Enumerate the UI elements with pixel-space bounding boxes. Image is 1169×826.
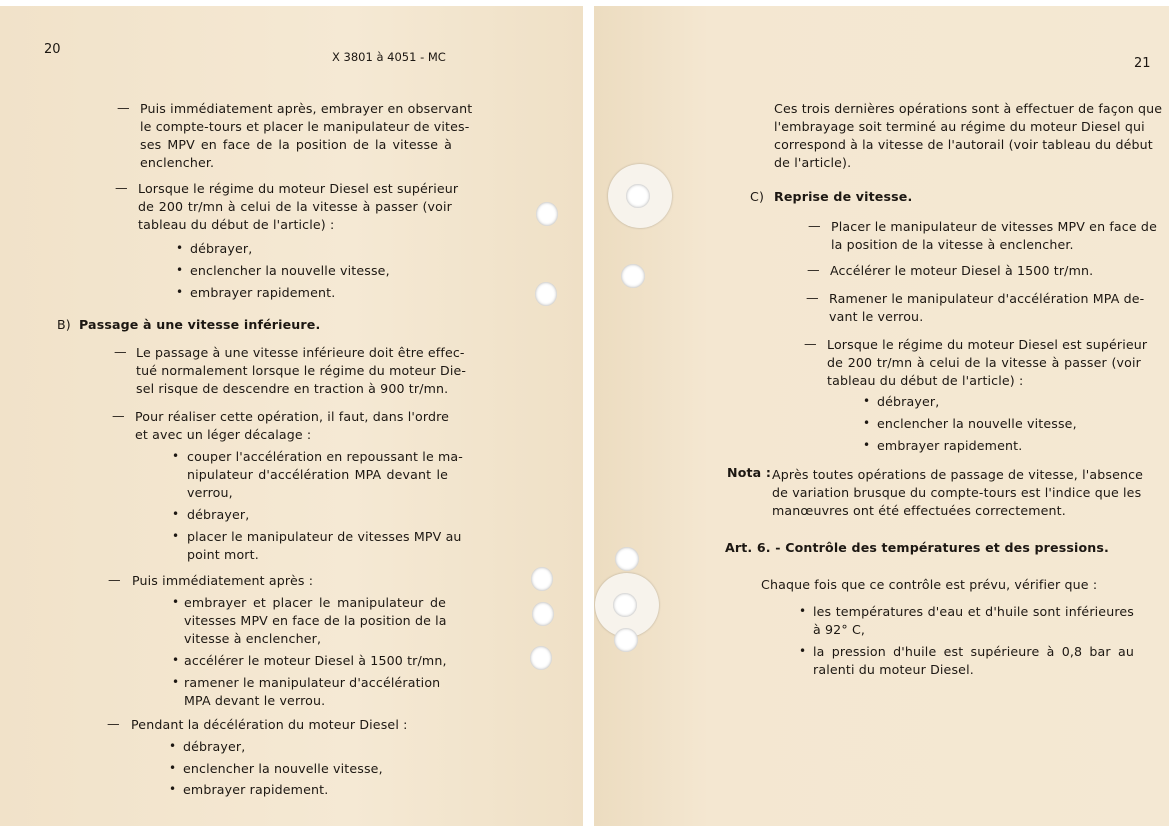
text-line: tableau du début de l'article) :	[827, 373, 1024, 388]
text-line: correspond à la vitesse de l'autorail (voir tableau du début	[774, 137, 1153, 152]
text-line: de 200 tr/mn à celui de la vitesse à passer (voir	[827, 355, 1141, 370]
list-item: enclencher la nouvelle vitesse,	[183, 761, 383, 776]
section-letter: B)	[57, 317, 71, 332]
dash: —	[108, 572, 121, 587]
bullet: •	[169, 739, 177, 753]
dash: —	[114, 344, 127, 359]
right-page	[594, 6, 1169, 826]
dash: —	[807, 262, 820, 277]
dash: —	[107, 716, 120, 731]
spine-gap	[583, 0, 594, 826]
punch-hole	[626, 184, 650, 208]
text-line: Puis immédiatement après, embrayer en observant	[140, 101, 473, 116]
dash: —	[808, 218, 821, 233]
text-line: Pendant la décélération du moteur Diesel :	[131, 717, 408, 732]
list-item: point mort.	[187, 547, 259, 562]
list-item: embrayer rapidement.	[877, 438, 1023, 453]
text-line: Pour réaliser cette opération, il faut, dans l'ordre	[135, 409, 450, 424]
text-line: Après toutes opérations de passage de vitesse, l'absence	[772, 467, 1144, 482]
list-item: placer le manipulateur de vitesses MPV au	[187, 529, 462, 544]
page-number: 20	[44, 42, 61, 57]
text-line: Lorsque le régime du moteur Diesel est supérieur	[138, 181, 459, 196]
text-line: Placer le manipulateur de vitesses MPV en face de	[831, 219, 1157, 234]
text-line: Puis immédiatement après :	[132, 573, 314, 588]
text-line: ses MPV en face de la position de la vitesse à	[140, 137, 452, 152]
text-line: Le passage à une vitesse inférieure doit être effec-	[136, 345, 465, 360]
text-line: Lorsque le régime du moteur Diesel est supérieur	[827, 337, 1148, 352]
left-page	[0, 6, 583, 826]
bullet: •	[863, 438, 871, 452]
punch-hole	[530, 646, 552, 670]
dash: —	[112, 408, 125, 423]
punch-hole	[535, 282, 557, 306]
text-line: de 200 tr/mn à celui de la vitesse à passer (voir	[138, 199, 452, 214]
bullet: •	[172, 529, 180, 543]
list-item: accélérer le moteur Diesel à 1500 tr/mn,	[184, 653, 447, 668]
list-item: vitesses MPV en face de la position de la	[184, 613, 447, 628]
text-line: de variation brusque du compte-tours est l'indice que les	[772, 485, 1142, 500]
list-item: les températures d'eau et d'huile sont inférieures	[813, 604, 1134, 619]
punch-hole	[531, 567, 553, 591]
bullet: •	[169, 782, 177, 796]
document-reference: X 3801 à 4051 - MC	[332, 50, 446, 64]
list-item: débrayer,	[183, 739, 246, 754]
list-item: embrayer et placer le manipulateur de	[184, 595, 446, 610]
text-line: Accélérer le moteur Diesel à 1500 tr/mn.	[830, 263, 1094, 278]
bullet: •	[172, 595, 180, 609]
dash: —	[117, 100, 130, 115]
punch-hole	[615, 547, 639, 571]
text-line: et avec un léger décalage :	[135, 427, 312, 442]
bullet: •	[172, 675, 180, 689]
punch-hole	[532, 602, 554, 626]
bullet: •	[863, 416, 871, 430]
list-item: à 92° C,	[813, 622, 866, 637]
section-letter: C)	[750, 189, 765, 204]
list-item: la pression d'huile est supérieure à 0,8 bar au	[813, 644, 1134, 659]
list-item: débrayer,	[187, 507, 250, 522]
punch-hole	[621, 264, 645, 288]
dash: —	[806, 290, 819, 305]
text-line: de l'article).	[774, 155, 852, 170]
section-title: Reprise de vitesse.	[774, 189, 913, 204]
list-item: embrayer rapidement.	[190, 285, 336, 300]
punch-hole	[536, 202, 558, 226]
list-item: débrayer,	[190, 241, 253, 256]
bullet: •	[863, 394, 871, 408]
list-item: verrou,	[187, 485, 233, 500]
list-item: ralenti du moteur Diesel.	[813, 662, 974, 677]
list-item: enclencher la nouvelle vitesse,	[877, 416, 1077, 431]
bullet: •	[172, 449, 180, 463]
bullet: •	[176, 285, 184, 299]
bullet: •	[169, 761, 177, 775]
list-item: couper l'accélération en repoussant le ma-	[187, 449, 463, 464]
article-title: Art. 6. - Contrôle des températures et des pressions.	[725, 540, 1109, 555]
section-title: Passage à une vitesse inférieure.	[79, 317, 321, 332]
text-line: sel risque de descendre en traction à 900 tr/mn.	[136, 381, 449, 396]
text-line: manœuvres ont été effectuées correctement.	[772, 503, 1066, 518]
text-line: Ces trois dernières opérations sont à effectuer de façon que	[774, 101, 1163, 116]
dash: —	[115, 180, 128, 195]
list-item: MPA devant le verrou.	[184, 693, 326, 708]
dash: —	[804, 336, 817, 351]
list-item: débrayer,	[877, 394, 940, 409]
bullet: •	[799, 644, 807, 658]
list-item: embrayer rapidement.	[183, 782, 329, 797]
page-number: 21	[1134, 56, 1151, 71]
punch-hole	[614, 628, 638, 652]
text-line: vant le verrou.	[829, 309, 924, 324]
text-line: tableau du début de l'article) :	[138, 217, 335, 232]
bullet: •	[799, 604, 807, 618]
text-line: la position de la vitesse à enclencher.	[831, 237, 1074, 252]
list-item: vitesse à enclencher,	[184, 631, 322, 646]
text-line: Ramener le manipulateur d'accélération MPA de-	[829, 291, 1145, 306]
list-item: enclencher la nouvelle vitesse,	[190, 263, 390, 278]
text-line: enclencher.	[140, 155, 215, 170]
bullet: •	[176, 241, 184, 255]
bullet: •	[172, 507, 180, 521]
text-line: le compte-tours et placer le manipulateur de vites-	[140, 119, 470, 134]
list-item: ramener le manipulateur d'accélération	[184, 675, 441, 690]
text-line: tué normalement lorsque le régime du moteur Die-	[136, 363, 467, 378]
text-line: Chaque fois que ce contrôle est prévu, vérifier que :	[761, 577, 1098, 592]
nota-label: Nota :	[727, 465, 772, 480]
bullet: •	[176, 263, 184, 277]
punch-hole	[613, 593, 637, 617]
list-item: nipulateur d'accélération MPA devant le	[187, 467, 448, 482]
bullet: •	[172, 653, 180, 667]
text-line: l'embrayage soit terminé au régime du moteur Diesel qui	[774, 119, 1145, 134]
